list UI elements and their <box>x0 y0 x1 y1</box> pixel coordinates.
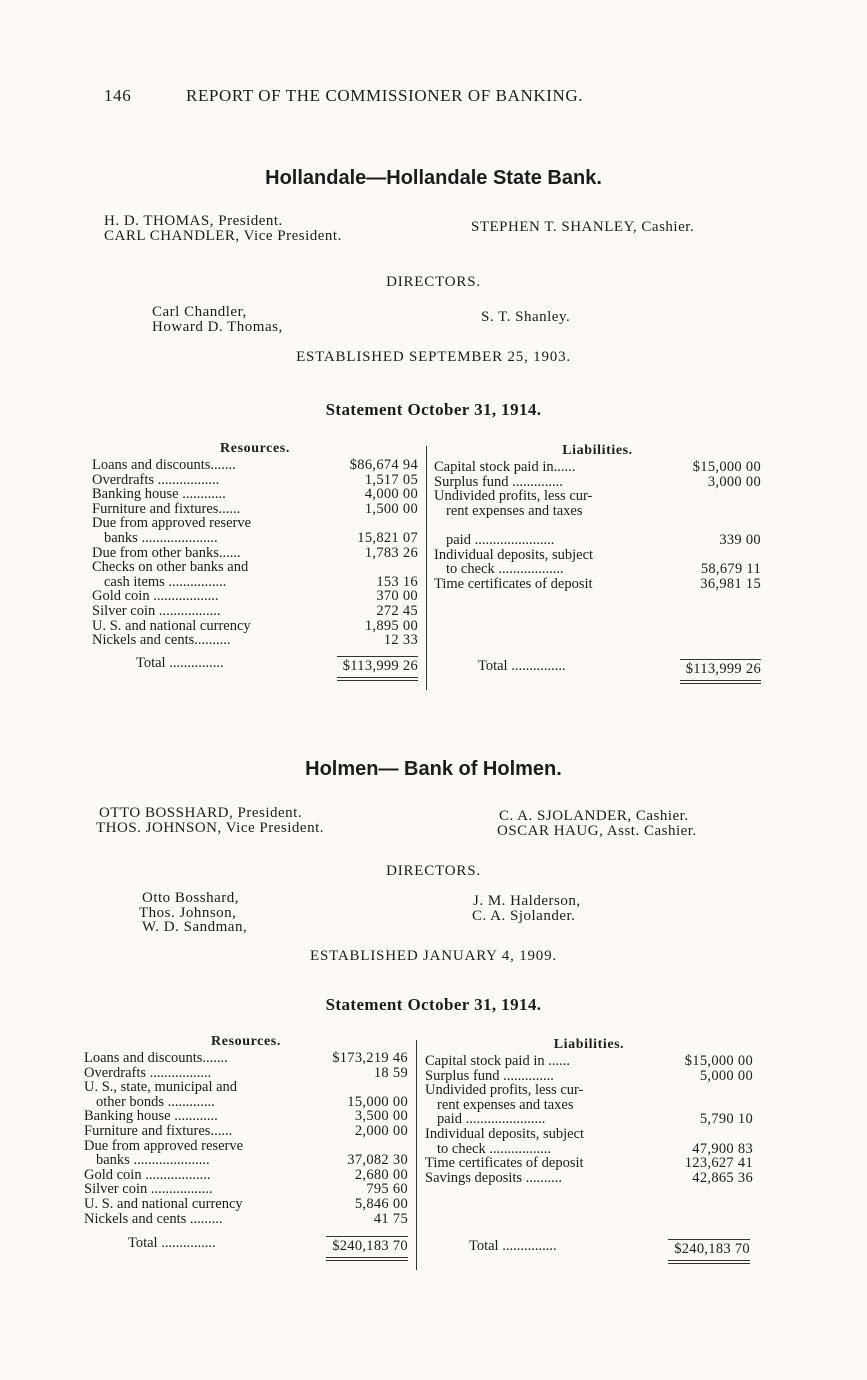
ledger-row <box>425 1098 753 1113</box>
ledger-row <box>92 458 418 473</box>
established-date: ESTABLISHED SEPTEMBER 25, 1903. <box>296 349 571 365</box>
item-amount: 5,846 00 <box>354 1195 408 1212</box>
ledger-row <box>84 1182 408 1197</box>
item-amount: 153 16 <box>376 573 418 590</box>
directors-heading: DIRECTORS. <box>386 863 481 879</box>
item-label: to check .................. <box>446 562 564 577</box>
director: W. D. Sandman, <box>142 919 248 935</box>
item-label: Undivided profits, less cur- <box>434 489 593 504</box>
ledger-row <box>92 560 418 575</box>
resources-column <box>84 1034 408 1226</box>
ledger-row <box>92 619 418 634</box>
ledger-row <box>92 575 418 590</box>
item-label: Due from approved reserve <box>92 516 252 531</box>
item-amount: 1,500 00 <box>364 500 418 517</box>
report-title: REPORT OF THE COMMISSIONER OF BANKING. <box>186 86 584 105</box>
total-amount: $240,183 70 <box>326 1236 408 1261</box>
item-amount: 1,783 26 <box>364 544 418 561</box>
item-label: Checks on other banks and <box>92 560 249 575</box>
item-amount: 123,627 41 <box>684 1155 753 1172</box>
item-amount: 58,679 11 <box>700 561 761 578</box>
item-label: rent expenses and taxes <box>446 503 583 519</box>
item-label: Banking house ............ <box>92 487 226 502</box>
ledger-row <box>434 489 761 504</box>
director: Howard D. Thomas, <box>152 319 283 335</box>
liabilities-heading: Liabilities. <box>553 1037 625 1052</box>
ledger-row <box>434 577 761 592</box>
item-amount: 1,895 00 <box>364 617 418 634</box>
ledger-row <box>84 1197 408 1212</box>
item-label: paid ...................... <box>437 1112 546 1127</box>
item-label: Furniture and fixtures...... <box>84 1123 233 1139</box>
item-amount: 41 75 <box>373 1210 408 1227</box>
liabilities-total-row <box>434 659 761 684</box>
resources-column <box>92 441 418 648</box>
item-amount: 42,865 36 <box>692 1169 753 1186</box>
ledger-row <box>84 1051 408 1066</box>
item-amount: 18 59 <box>373 1064 408 1081</box>
ledger-row <box>425 1069 753 1084</box>
page-number: 146 <box>104 86 132 105</box>
officer: CARL CHANDLER, Vice President. <box>104 228 342 244</box>
item-label: Surplus fund .............. <box>425 1068 554 1084</box>
item-label: Capital stock paid in ...... <box>425 1054 570 1069</box>
item-amount: 1,517 05 <box>364 471 418 488</box>
item-label: Undivided profits, less cur- <box>425 1083 584 1098</box>
item-label: Due from other banks...... <box>92 545 241 561</box>
item-amount: 2,000 00 <box>354 1122 408 1139</box>
statement-heading: Statement October 31, 1914. <box>325 995 542 1014</box>
resources-list <box>92 458 418 648</box>
item-amount: 37,082 30 <box>347 1152 408 1169</box>
director: Otto Bosshard, <box>142 890 239 906</box>
statement-heading: Statement October 31, 1914. <box>325 400 542 419</box>
ledger-row <box>425 1112 753 1127</box>
item-label <box>434 518 761 533</box>
liabilities-list <box>434 460 761 591</box>
item-label: Nickels and cents.......... <box>92 633 231 648</box>
item-amount: $15,000 00 <box>692 459 761 475</box>
ledger-row <box>92 516 418 531</box>
officer: THOS. JOHNSON, Vice President. <box>96 820 324 836</box>
total-label: Total ............... <box>136 655 224 671</box>
ledger-row <box>84 1109 408 1124</box>
item-label: Due from approved reserve <box>84 1138 244 1154</box>
item-amount: 272 45 <box>376 602 418 619</box>
ledger-row <box>84 1168 408 1183</box>
item-label: banks ..................... <box>96 1153 210 1168</box>
ledger-row <box>92 531 418 546</box>
officer: OSCAR HAUG, Asst. Cashier. <box>497 823 697 839</box>
ledger-row <box>92 546 418 561</box>
item-amount: $86,674 94 <box>349 457 418 473</box>
item-label: paid ...................... <box>446 532 555 548</box>
total-amount: $240,183 70 <box>668 1239 750 1264</box>
resources-list <box>84 1051 408 1226</box>
liabilities-heading: Liabilities. <box>562 443 633 458</box>
item-label: Banking house ............ <box>84 1109 218 1124</box>
ledger-row <box>92 487 418 502</box>
ledger-row <box>84 1153 408 1168</box>
ledger-row <box>425 1054 753 1069</box>
item-label: Loans and discounts....... <box>92 458 236 473</box>
bank-title: Hollandale—Hollandale State Bank. <box>265 167 602 189</box>
item-label: Individual deposits, subject <box>425 1126 585 1142</box>
item-amount: 370 00 <box>376 588 418 605</box>
item-label: Capital stock paid in...... <box>434 460 576 475</box>
column-divider <box>426 446 427 690</box>
resources-total-row <box>92 656 418 681</box>
resources-total-row <box>84 1236 408 1261</box>
item-amount: 3,000 00 <box>707 473 761 490</box>
liabilities-column <box>434 443 761 591</box>
total-amount: $113,999 26 <box>680 659 761 684</box>
resources-heading: Resources. <box>220 441 290 456</box>
ledger-row <box>84 1124 408 1139</box>
item-amount: 15,000 00 <box>347 1093 408 1110</box>
resources-heading: Resources. <box>211 1034 281 1049</box>
officer: H. D. THOMAS, President. <box>104 213 283 229</box>
item-amount: 36,981 15 <box>700 575 761 592</box>
director: Carl Chandler, <box>152 304 247 320</box>
item-label: cash items ................ <box>104 574 227 590</box>
item-label: Individual deposits, subject <box>434 547 594 563</box>
ledger-row <box>84 1095 408 1110</box>
ledger-row <box>84 1066 408 1081</box>
officer: STEPHEN T. SHANLEY, Cashier. <box>471 219 695 235</box>
item-label: U. S., state, municipal and <box>84 1080 238 1095</box>
ledger-row <box>434 548 761 563</box>
bank-title: Holmen— Bank of Holmen. <box>305 758 562 780</box>
item-label: Overdrafts ................. <box>84 1065 212 1081</box>
ledger-row <box>425 1171 753 1186</box>
total-label: Total ............... <box>128 1235 216 1251</box>
item-label: to check ................. <box>437 1141 551 1157</box>
liabilities-column <box>425 1037 753 1185</box>
item-label: Silver coin ................. <box>84 1182 213 1197</box>
item-amount: 339 00 <box>719 531 761 548</box>
item-label: Furniture and fixtures...... <box>92 501 241 517</box>
ledger-row <box>84 1212 408 1227</box>
item-label: U. S. and national currency <box>92 618 251 634</box>
item-label: Overdrafts ................. <box>92 472 220 488</box>
item-label: Silver coin ................. <box>92 603 221 619</box>
item-label: rent expenses and taxes <box>437 1097 574 1113</box>
ledger-row <box>434 504 761 519</box>
item-amount: 47,900 83 <box>692 1140 753 1157</box>
page-header <box>104 88 704 103</box>
item-label: Savings deposits .......... <box>425 1170 562 1186</box>
item-amount: 12 33 <box>383 632 418 649</box>
item-amount: $173,219 46 <box>332 1050 408 1066</box>
item-amount: 3,500 00 <box>354 1108 408 1125</box>
item-amount: 4,000 00 <box>364 486 418 503</box>
item-label: banks ..................... <box>104 530 218 546</box>
ledger-row <box>425 1083 753 1098</box>
item-amount: 795 60 <box>366 1181 408 1198</box>
total-amount: $113,999 26 <box>337 656 418 681</box>
ledger-row <box>434 475 761 490</box>
item-amount: 15,821 07 <box>357 529 418 546</box>
item-label: other bonds ............. <box>96 1094 215 1110</box>
item-amount: 2,680 00 <box>354 1166 408 1183</box>
ledger-row <box>92 604 418 619</box>
total-label: Total ............... <box>469 1238 557 1254</box>
officer: OTTO BOSSHARD, President. <box>99 805 303 821</box>
item-amount: $15,000 00 <box>684 1053 753 1069</box>
ledger-row <box>434 562 761 577</box>
ledger-row <box>92 633 418 648</box>
ledger-row <box>92 473 418 488</box>
total-label: Total ............... <box>478 658 566 674</box>
ledger-row <box>425 1142 753 1157</box>
ledger-row <box>84 1139 408 1154</box>
director: S. T. Shanley. <box>481 309 571 325</box>
item-label: Gold coin .................. <box>84 1167 211 1183</box>
item-label: Surplus fund .............. <box>434 474 563 490</box>
ledger-row <box>434 460 761 475</box>
item-label: Loans and discounts....... <box>84 1051 228 1066</box>
ledger-row <box>434 533 761 548</box>
director: Thos. Johnson, <box>139 905 237 921</box>
item-label: Nickels and cents ......... <box>84 1211 223 1227</box>
ledger-row <box>92 502 418 517</box>
liabilities-list <box>425 1054 753 1185</box>
item-amount: 5,000 00 <box>699 1067 753 1084</box>
liabilities-total-row <box>425 1239 750 1264</box>
directors-heading: DIRECTORS. <box>386 274 481 290</box>
ledger-row <box>425 1156 753 1171</box>
item-label: U. S. and national currency <box>84 1196 243 1212</box>
item-label: Time certificates of deposit <box>434 576 593 592</box>
director: J. M. Halderson, <box>473 893 581 909</box>
ledger-row <box>92 589 418 604</box>
ledger-row <box>434 518 761 533</box>
item-amount: 5,790 10 <box>699 1111 753 1128</box>
item-label: Gold coin .................. <box>92 589 219 604</box>
established-date: ESTABLISHED JANUARY 4, 1909. <box>310 948 557 964</box>
item-label: Time certificates of deposit <box>425 1156 584 1171</box>
officer: C. A. SJOLANDER, Cashier. <box>499 808 689 824</box>
ledger-row <box>84 1080 408 1095</box>
ledger-row <box>425 1127 753 1142</box>
director: C. A. Sjolander. <box>472 908 576 924</box>
column-divider <box>416 1040 417 1270</box>
